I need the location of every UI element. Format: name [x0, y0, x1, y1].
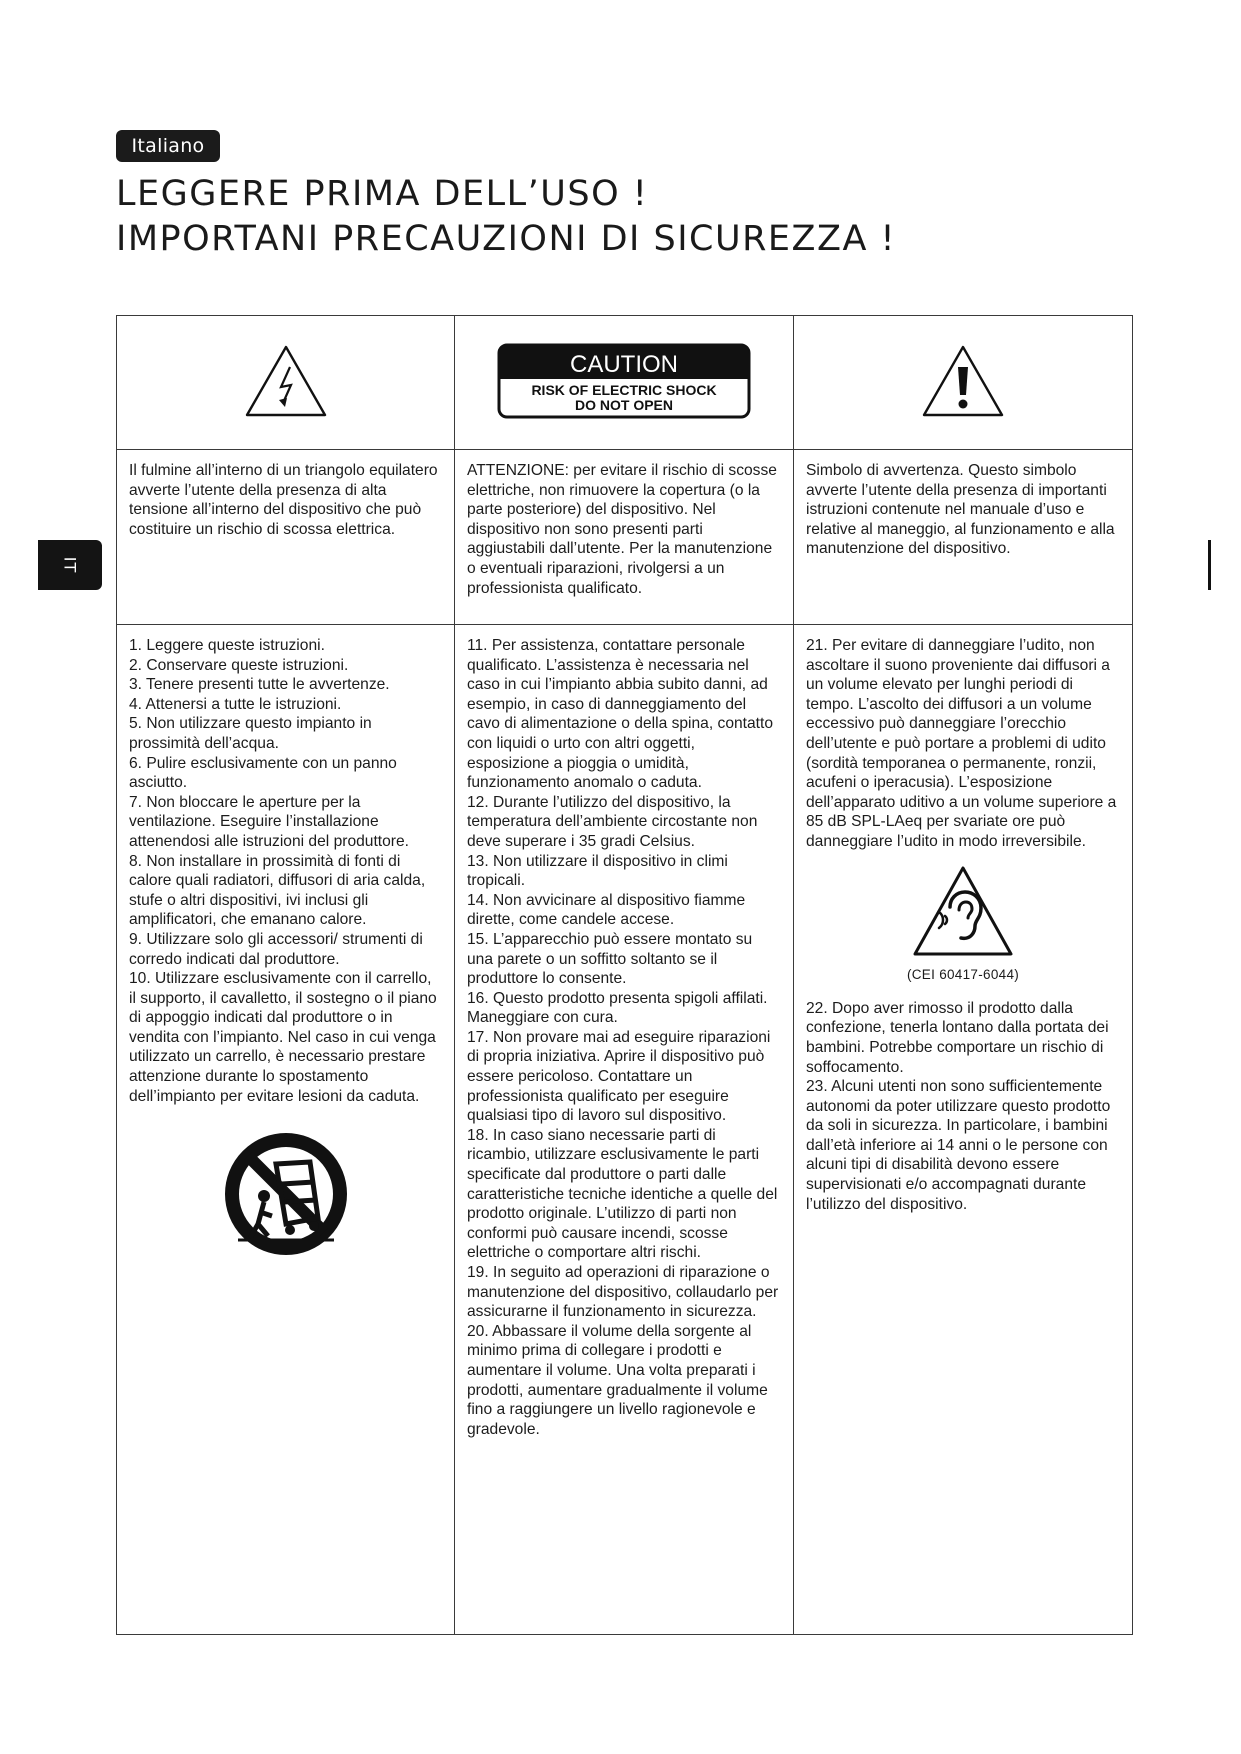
- list-item: 10. Utilizzare esclusivamente con il carrello, il supporto, il cavalletto, il sostegno o il piano di appoggio indicati dal produttore o in vendita con l’impianto. Nel caso in cui venga utilizzato un carrello, è necessario prestare attenzione durante lo spostamento dell’impianto per evitare lesioni da caduta.: [129, 970, 437, 1105]
- instructions-row: [117, 625, 1133, 1635]
- instructions-col-1: [117, 625, 455, 1635]
- list-item: 16. Questo prodotto presenta spigoli affilati. Maneggiare con cura.: [467, 989, 768, 1027]
- list-item: 6. Pulire esclusivamente con un panno asciutto.: [129, 754, 397, 792]
- list-item: 15. L’apparecchio può essere montato su una parete o un soffitto soltanto se il produttore lo consente.: [467, 930, 753, 988]
- list-item: 21. Per evitare di danneggiare l’udito, non ascoltare il suono proveniente dai diffusori a un volume elevato per lunghi periodi di tempo. L’ascolto dei diffusori a un volume eccessivo può danneggiare l’orecchio dell’utente e può portare a problemi di udito (sordità temporanea o permanente, ronzii, acufeni o iperacusia). L’esposizione dell’apparato uditivo a un volume superiore a 85 dB SPL-LAeq per svariate ore può danneggiare l’udito in modo irreversibile.: [806, 637, 1117, 850]
- caution-description: ATTENZIONE: per evitare il rischio di scosse elettriche, non rimuovere la copertura (o la parte posteriore) del dispositivo. Nel dispositivo non sono presenti parti aggiustabili dall’utente. Per la manutenzione o eventuali riparazioni, rivolgersi a un professionista qualificato.: [467, 462, 777, 597]
- list-item: 18. In caso siano necessarie parti di ricambio, utilizzare esclusivamente le parti specificate dal produttore o parti dalle caratteristiche tecniche identiche a quelle del prodotto originale. L’utilizzo di parti non conformi può causare incendi, scosse elettriche o comportare altri rischi.: [467, 1126, 778, 1262]
- list-item: 5. Non utilizzare questo impianto in prossimità dell’acqua.: [129, 715, 372, 752]
- language-side-tab: [38, 540, 102, 590]
- icon-cell-exclamation: [794, 316, 1133, 450]
- hearing-warning-icon-wrap: [806, 864, 1120, 985]
- caution-label-icon: [497, 343, 751, 419]
- icon-cell-lightning: [117, 316, 455, 450]
- title-line-1: LEGGERE PRIMA DELL’USO !: [116, 174, 649, 214]
- desc-cell-2: [455, 450, 794, 625]
- page-edge-marker: [1208, 540, 1211, 590]
- caution-line-2: DO NOT OPEN: [574, 396, 674, 413]
- hearing-icon-caption: (CEI 60417-6044): [906, 967, 1020, 983]
- list-item: 8. Non installare in prossimità di fonti di calore quali radiatori, diffusori di aria calda, stufe o altri dispositivi, ivi inclusi gli amplificatori, che emanano calore.: [129, 852, 426, 929]
- language-badge: Italiano: [116, 130, 220, 162]
- lightning-warning-icon: [243, 343, 329, 419]
- cart-tip-over-warning-icon: [224, 1132, 348, 1256]
- instructions-col-3: [794, 625, 1133, 1635]
- instructions-list-1: [117, 625, 454, 1262]
- icon-row: [117, 316, 1133, 450]
- hearing-damage-warning-icon: [911, 864, 1015, 958]
- list-item: 4. Attenersi a tutte le istruzioni.: [129, 695, 342, 713]
- list-item: 19. In seguito ad operazioni di riparazione o manutenzione del dispositivo, collaudarlo per assicurarne il funzionamento in sicurezza.: [467, 1264, 779, 1321]
- list-item: 22. Dopo aver rimosso il prodotto dalla confezione, tenerla lontano dalla portata dei bambini. Potrebbe comportare un rischio di soffocamento.: [806, 999, 1109, 1076]
- exclamation-warning-icon: [920, 343, 1006, 419]
- list-item: 13. Non utilizzare il dispositivo in climi tropicali.: [467, 852, 728, 890]
- list-item: 14. Non avvicinare al dispositivo fiamme dirette, come candele accese.: [467, 891, 746, 929]
- list-item: 1. Leggere queste istruzioni.: [129, 637, 325, 654]
- list-item: 2. Conservare queste istruzioni.: [129, 656, 349, 674]
- list-item: 11. Per assistenza, contattare personale qualificato. L’assistenza è necessaria nel caso in cui l’impianto abbia subito danni, ad esempio, in caso di danneggiamento del cavo di alimentazione o della spina, contatto con liquidi o urto con altri oggetti, esposizione a pioggia o umidità, funzionamento anomalo o caduta.: [467, 637, 774, 792]
- list-item: 3. Tenere presenti tutte le avvertenze.: [129, 676, 390, 694]
- warning-description: Simbolo di avvertenza. Questo simbolo avverte l’utente della presenza di importanti istruzioni contenute nel manuale d’uso e relative al maneggio, al funzionamento e alla manutenzione del dispositivo.: [806, 462, 1115, 558]
- instructions-list-2: [455, 625, 793, 1439]
- page-title: [116, 172, 896, 262]
- desc-cell-3: [794, 450, 1133, 625]
- caution-line-1: RISK OF ELECTRIC SHOCK: [531, 381, 717, 398]
- cart-warning-icon-wrap: [129, 1132, 442, 1262]
- safety-table: [116, 315, 1133, 1635]
- lightning-description: Il fulmine all’interno di un triangolo equilatero avverte l’utente della presenza di alta tensione all’interno del dispositivo che può costituire un rischio di scossa elettrica.: [129, 462, 438, 538]
- instructions-list-3: [794, 625, 1132, 1214]
- caution-heading: CAUTION: [570, 350, 678, 378]
- list-item: 12. Durante l’utilizzo del dispositivo, la temperatura dell’ambiente circostante non deve superare i 35 gradi Celsius.: [467, 793, 758, 850]
- instructions-col-2: [455, 625, 794, 1635]
- list-item: 20. Abbassare il volume della sorgente al minimo prima di collegare i prodotti e aumentare il volume. Una volta preparati i prodotti, aumentare gradualmente il volume fino a raggiungere un livello ragionevole e gradevole.: [467, 1322, 768, 1438]
- icon-cell-caution: [455, 316, 794, 450]
- list-item: 7. Non bloccare le aperture per la ventilazione. Eseguire l’installazione attenendosi alle istruzioni del produttore.: [129, 793, 409, 850]
- description-row: [117, 450, 1133, 625]
- list-item: 9. Utilizzare solo gli accessori/ strumenti di corredo indicati dal produttore.: [129, 930, 423, 968]
- desc-cell-1: [117, 450, 455, 625]
- side-tab-label: IT: [60, 556, 80, 574]
- title-line-2: IMPORTANI PRECAUZIONI DI SICUREZZA !: [116, 219, 897, 259]
- list-item: 23. Alcuni utenti non sono sufficientemente autonomi da poter utilizzare questo prodotto da soli in sicurezza. In particolare, i bambini dall’età inferiore ai 14 anni o le persone con alcuni tipi di disabilità devono essere supervisionati e/o accompagnati durante l’utilizzo del dispositivo.: [806, 1078, 1111, 1213]
- list-item: 17. Non provare mai ad eseguire riparazioni di propria iniziativa. Aprire il dispositivo può essere pericoloso. Contattare un professionista qualificato per eseguire qualsiasi tipo di lavoro sul dispositivo.: [467, 1028, 771, 1125]
